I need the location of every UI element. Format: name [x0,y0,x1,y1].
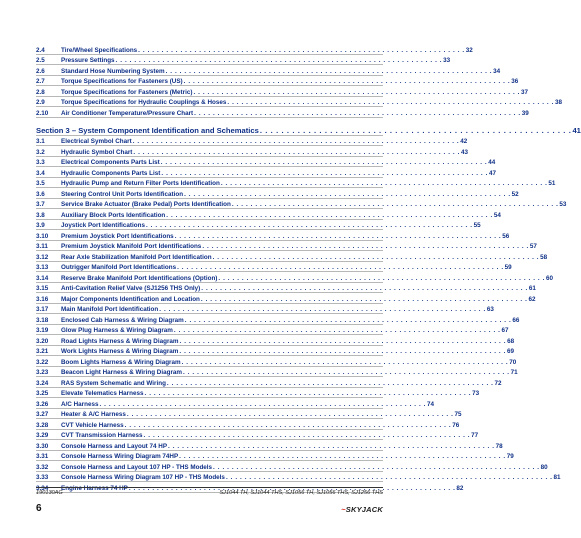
toc-entry-number: 3.20 [36,337,49,345]
leader-dots: . . . . . . . . . . . . . . . . . . . . . . . . . . . . . . . . . . . . . . . . . . . . . . . . . . . . . . . . . . . . . . . . . . . . . . [143,432,471,439]
toc-entry[interactable] [36,178,556,189]
toc-entry-page: 60 [545,274,553,282]
leader-dots: . . . . . . . . . . . . . . . . . . . . . . . . . . . . . . . . . . . . . . . . . . . . . . . . . . . . . . . . . . . . . . . . . . . . . . [173,327,501,334]
toc-entry[interactable] [36,230,510,241]
toc-entry-page: 79 [506,453,514,460]
leader-dots: . . . . . . . . . . . . . . . . . . . . . . . . . . . . . . . . . . . . . . . . . . . . . . . . . . . . . . . . . . . . . . . . . . . . . . [218,274,545,282]
toc-entry-number: 3.21 [36,348,49,355]
toc-entry-number: 3.34 [36,484,49,492]
toc-entry-number: 3.31 [36,453,49,460]
toc-entry-title: Elevate Telematics Harness [61,390,144,397]
toc-entry[interactable] [36,461,548,472]
toc-entry-page: 43 [460,148,468,156]
toc-entry[interactable] [36,107,529,118]
toc-entry-title: Glow Plug Harness & Wiring Diagram [61,327,173,334]
toc-entry-number: 2.7 [36,78,45,85]
toc-entry-title: Standard Hose Numbering System [61,67,165,75]
toc-entry-number: 2.4 [36,46,45,54]
leader-dots: . . . . . . . . . . . . . . . . . . . . . . . . . . . . . . . . . . . . . . . . . . . . . . . . . . . . . . . . . . . . . . . . . . . . . . [166,211,493,219]
toc-entry[interactable] [36,304,494,315]
toc-entry-title: Tire/Wheel Specifications [61,46,138,54]
toc-entry-number: 3.7 [36,201,45,208]
toc-entry-title: Torque Specifications for Hydraulic Couplings & Hoses [61,99,227,106]
toc-entry-number: 2.10 [36,109,49,117]
toc-entry-number: 3.27 [36,411,49,418]
toc-entry[interactable] [36,44,473,55]
toc-entry[interactable] [36,325,509,336]
toc-entry[interactable] [36,76,519,87]
toc-entry-page: 61 [528,285,536,292]
leader-dots: . . . . . . . . . . . . . . . . . . . . . . . . . . . . . . . . . . . . . . . . . . . . . . . . . . . . . . . . . . . . . . . . . . . . . . [184,190,511,198]
leader-dots: . . . . . . . . . . . . . . . . . . . . . . . . . . . . . . . . . . . . . . . . . . . . . . . . . . . . . . . . . . . . . . . . . . . . . . [99,400,427,408]
toc-entry[interactable] [36,440,503,451]
toc-entry-title: Work Lights Harness & Wiring Diagram [61,348,179,355]
toc-entry-page: 57 [529,243,537,250]
toc-group-section-3 [36,136,567,493]
toc-entry-number: 3.2 [36,148,45,156]
toc-entry-title: Road Lights Harness & Wiring Diagram [61,337,179,345]
toc-group-section-2 [36,44,562,118]
toc-entry[interactable] [36,367,518,378]
leader-dots: . . . . . . . . . . . . . . . . . . . . . . . . . . . . . . . . . . . . . . . . . . . . . . . . . . . . . . . . . . . . . . . . . . . . . . [200,295,528,303]
toc-entry-page: 52 [511,190,519,198]
leader-dots: . . . . . . . . . . . . . . . . . . . . . . . . . . . . . . . . . . . . . . . . . . . . . . . . . . . . . . . . . . . . . . . . . . . . . . [124,421,452,429]
toc-entry-number: 3.29 [36,432,49,439]
toc-entry-number: 3.22 [36,358,49,366]
toc-entry-title: Heater & A/C Harness [61,411,126,418]
toc-entry-page: 34 [493,67,501,75]
toc-entry-page: 44 [488,159,496,166]
toc-entry-title: Auxiliary Block Ports Identification [61,211,166,219]
section-heading-title: Section 3 – System Component Identification and Schematics [36,125,259,135]
toc-entry-title: CVT Vehicle Harness [61,421,124,429]
toc-entry-page: 67 [501,327,509,334]
toc-entry-page: 74 [427,400,435,408]
footer-divider [36,487,383,488]
leader-dots: . . . . . . . . . . . . . . . . . . . . . . . . . . . . . . . . . . . . . . . . . . . . . . . . . . . . . . . . . . . . . . . . . . . . . . [212,253,540,261]
page-number: 6 [36,503,42,514]
toc-entry-title: Major Components Identification and Location [61,295,200,303]
toc-entry[interactable] [36,472,561,483]
toc-entry[interactable] [36,146,468,157]
leader-dots: . . . . . . . . . . . . . . . . . . . . . . . . . . . . . . . . . . . . . . . . . . . . . . . . . . . . . . . . . . . . . . . . . . . . . . [220,180,548,187]
toc-entry[interactable] [36,283,536,294]
leader-dots: . . . . . . . . . . . . . . . . . . . . . . . . . . . . . . . . . . . . . . . . . . . . . . . . . . . . . . . . . . . . . . . . . . . . . . [144,390,472,397]
leader-dots: . . . . . . . . . . . . . . . . . . . . . . . . . . . . . . . . . . . . . . . . . . . . . . . . . . . . . . . . . . . . . . . . . . . . . . [179,337,507,345]
toc-entry-number: 3.13 [36,264,49,271]
toc-entry[interactable] [36,97,562,108]
leader-dots: . . . . . . . . . . . . . . . . . . . . . . . . . . . . . . . . . . . . . . . . . . . . . . . . . . . . . . . . . . [259,125,572,135]
toc-entry-number: 3.32 [36,463,49,471]
leader-dots: . . . . . . . . . . . . . . . . . . . . . . . . . . . . . . . . . . . . . . . . . . . . . . . . . . . . . . . . . . . . . . . . . . . . . . [193,88,521,96]
toc-entry-page: 51 [548,180,556,187]
toc-entry-title: Joystick Port Identifications [61,222,145,229]
leader-dots: . . . . . . . . . . . . . . . . . . . . . . . . . . . . . . . . . . . . . . . . . . . . . . . . . . . . . . . . . . . . . . . . . . . . . . [168,442,495,450]
toc-entry[interactable] [36,335,515,346]
toc-entry-title: Console Harness and Layout 74 HP [61,442,168,450]
leader-dots: . . . . . . . . . . . . . . . . . . . . . . . . . . . . . . . . . . . . . . . . . . . . . . . . . . . . . . . . . . . . . . . . . . . . . . [179,453,506,460]
toc-entry-page: 75 [454,411,462,418]
toc-entry[interactable] [36,86,529,97]
toc-entry-title: Outrigger Manifold Port Identifications [61,264,177,271]
toc-entry[interactable] [36,55,451,66]
toc-entry-title: Torque Specifications for Fasteners (US) [61,78,183,85]
toc-entry-page: 39 [521,109,529,117]
leader-dots: . . . . . . . . . . . . . . . . . . . . . . . . . . . . . . . . . . . . . . . . . . . . . . . . . . . . . . . . . . . . . . . . . . . . . . [183,369,510,376]
toc-entry-page: 58 [540,253,548,261]
brand-logo [341,505,383,514]
footer-doc-code: 190130AG [36,490,63,496]
toc-entry-page: 68 [507,337,515,345]
leader-dots: . . . . . . . . . . . . . . . . . . . . . . . . . . . . . . . . . . . . . . . . . . . . . . . . . . . . . . . . . . . . . . . . . . . . . . [132,138,460,145]
toc-entry-title: Hydraulic Symbol Chart [61,148,133,156]
leader-dots: . . . . . . . . . . . . . . . . . . . . . . . . . . . . . . . . . . . . . . . . . . . . . . . . . . . . . . . . . . . . . . . . . . . . . . [133,148,460,156]
leader-dots: . . . . . . . . . . . . . . . . . . . . . . . . . . . . . . . . . . . . . . . . . . . . . . . . . . . . . . . . . . . . . . . . . . . . . . [231,201,559,208]
toc-entry[interactable] [36,398,435,409]
toc-entry-number: 3.26 [36,400,49,408]
toc-entry-title: Electrical Components Parts List [61,159,160,166]
toc-entry[interactable] [36,241,537,252]
leader-dots: . . . . . . . . . . . . . . . . . . . . . . . . . . . . . . . . . . . . . . . . . . . . . . . . . . . . . . . . . . . . . . . . . . . . . . [160,159,488,166]
toc-entry-number: 3.17 [36,306,49,313]
leader-dots: . . . . . . . . . . . . . . . . . . . . . . . . . . . . . . . . . . . . . . . . . . . . . . . . . . . . . . . . . . . . . . . . . . . . . . [194,109,521,117]
toc-entry[interactable] [36,388,480,399]
toc-entry-number: 3.9 [36,222,45,229]
toc-entry[interactable] [36,314,520,325]
toc-entry-title: A/C Harness [61,400,99,408]
leader-dots: . . . . . . . . . . . . . . . . . . . . . . . . . . . . . . . . . . . . . . . . . . . . . . . . . . . . . . . . . . . . . . . . . . . . . . [184,316,512,324]
toc-entry-page: 76 [452,421,460,429]
toc-entry-page: 70 [509,358,517,366]
toc-entry-page: 42 [460,138,468,145]
toc-entry-number: 3.28 [36,421,49,429]
section-heading-page: 41 [572,125,581,135]
toc-entry-title: RAS System Schematic and Wiring [61,379,166,387]
toc-entry-number: 3.8 [36,211,45,219]
toc-entry-title: Reserve Brake Manifold Port Identifications (Option) [61,274,218,282]
leader-dots: . . . . . . . . . . . . . . . . . . . . . . . . . . . . . . . . . . . . . . . . . . . . . . . . . . . . . . . . . . . . . . . . . . . . . . [161,169,488,177]
toc-entry-title: Beacon Light Harness & Wiring Diagram [61,369,183,376]
toc-entry-title: Engine Harness 74 HP [61,484,128,492]
leader-dots: . . . . . . . . . . . . . . . . . . . . . . . . . . . . . . . . . . . . . . . . . . . . . . . . . . . . . . . . . . . . . . . . . . . . . . [202,243,529,250]
toc-entry-number: 3.18 [36,316,49,324]
toc-entry-number: 3.6 [36,190,45,198]
leader-dots: . . . . . . . . . . . . . . . . . . . . . . . . . . . . . . . . . . . . . . . . . . . . . . . . . . . . . . . . . . . . . . . . . . . . . . [225,474,553,481]
toc-entry-title: Electrical Symbol Chart [61,138,132,145]
toc-entry-page: 33 [443,57,451,64]
toc-entry[interactable] [36,251,548,262]
toc-entry-title: Premium Joystick Port Identifications [61,232,174,240]
toc-entry[interactable] [36,409,462,420]
leader-dots: . . . . . . . . . . . . . . . . . . . . . . . . . . . . . . . . . . . . . . . . . . . . . . . . . . . . . . . . . . . . . . . . . . . . . . [115,57,443,64]
toc-entry[interactable] [36,262,512,273]
toc-entry-number: 3.23 [36,369,49,376]
toc-entry-number: 3.1 [36,138,45,145]
toc-entry[interactable] [36,293,536,304]
toc-entry-number: 3.30 [36,442,49,450]
toc-entry-page: 77 [471,432,479,439]
leader-dots: . . . . . . . . . . . . . . . . . . . . . . . . . . . . . . . . . . . . . . . . . . . . . . . . . . . . . . . . . . . . . . . . . . . . . . [181,358,509,366]
toc-entry-title: Premium Joystick Manifold Port Identifications [61,243,202,250]
toc-entry-title: Air Conditioner Temperature/Pressure Chart [61,109,194,117]
toc-entry[interactable] [36,65,501,76]
toc-entry-number: 2.6 [36,67,45,75]
toc-entry-number: 3.4 [36,169,45,177]
toc-entry-number: 3.3 [36,159,45,166]
toc-entry-page: 66 [512,316,520,324]
toc-entry-number: 3.12 [36,253,49,261]
toc-entry-page: 36 [511,78,519,85]
toc-entry[interactable] [36,209,501,220]
toc-entry[interactable] [36,377,502,388]
toc-entry-title: Rear Axle Stabilization Manifold Port Identification [61,253,212,261]
toc-entry-page: 72 [494,379,502,387]
toc-entry-title: Console Harness Wiring Diagram 74HP [61,453,179,460]
toc-entry-title: Console Harness Wiring Diagram 107 HP - THS Models [61,474,225,481]
toc-entry-page: 73 [472,390,480,397]
toc-entry-number: 3.25 [36,390,49,397]
toc-entry-page: 80 [540,463,548,471]
toc-entry-title: Hydraulic Components Parts List [61,169,161,177]
toc-entry-number: 3.14 [36,274,49,282]
leader-dots: . . . . . . . . . . . . . . . . . . . . . . . . . . . . . . . . . . . . . . . . . . . . . . . . . . . . . . . . . . . . . . . . . . . . . . [177,264,504,271]
toc-entry-page: 63 [486,306,494,313]
toc-entry-title: Main Manifold Port Identification [61,306,159,313]
toc-entry-page: 55 [473,222,481,229]
toc-entry-title: Enclosed Cab Harness & Wiring Diagram [61,316,184,324]
toc-entry[interactable] [36,272,553,283]
leader-dots: . . . . . . . . . . . . . . . . . . . . . . . . . . . . . . . . . . . . . . . . . . . . . . . . . . . . . . . . . . . . . . . . . . . . . . [126,411,454,418]
toc-entry-title: Steering Control Unit Ports Identification [61,190,184,198]
toc-entry-number: 3.15 [36,285,49,292]
toc-entry-number: 3.24 [36,379,49,387]
toc-entry-number: 3.5 [36,180,45,187]
logo-swoosh-icon: ~ [341,505,346,514]
toc-entry-title: Service Brake Actuator (Brake Pedal) Ports Identification [61,201,231,208]
toc-entry-title: CVT Transmission Harness [61,432,143,439]
toc-entry-page: 81 [553,474,561,481]
toc-entry-number: 2.9 [36,99,45,106]
toc-entry-number: 2.8 [36,88,45,96]
toc-entry[interactable] [36,157,496,168]
leader-dots: . . . . . . . . . . . . . . . . . . . . . . . . . . . . . . . . . . . . . . . . . . . . . . . . . . . . . . . . . . . . . . . . . . . . . . [159,306,486,313]
toc-entry[interactable] [36,136,468,147]
toc-entry-page: 82 [456,484,464,492]
toc-entry-page: 37 [521,88,529,96]
table-of-contents [36,44,581,493]
toc-entry-page: 54 [493,211,501,219]
toc-entry-title: Anti-Cavitation Relief Valve (SJ1256 THS Only) [61,285,201,292]
toc-entry-page: 71 [510,369,518,376]
toc-entry[interactable] [36,356,517,367]
logo-text: SKYJACK [345,505,383,514]
toc-entry-number: 3.33 [36,474,49,481]
leader-dots: . . . . . . . . . . . . . . . . . . . . . . . . . . . . . . . . . . . . . . . . . . . . . . . . . . . . . . . . . . . . . . . . . . . . . . [227,99,554,106]
toc-entry[interactable] [36,167,496,178]
leader-dots: . . . . . . . . . . . . . . . . . . . . . . . . . . . . . . . . . . . . . . . . . . . . . . . . . . . . . . . . . . . . . . . . . . . . . . [174,232,502,240]
toc-entry-number: 3.10 [36,232,49,240]
toc-entry-page: 62 [528,295,536,303]
toc-entry[interactable] [36,199,567,210]
toc-entry-number: 2.5 [36,57,45,64]
leader-dots: . . . . . . . . . . . . . . . . . . . . . . . . . . . . . . . . . . . . . . . . . . . . . . . . . . . . . . . . . . . . . . . . . . . . . . [201,285,528,292]
toc-entry-title: Console Harness and Layout 107 HP - THS Models [61,463,213,471]
leader-dots: . . . . . . . . . . . . . . . . . . . . . . . . . . . . . . . . . . . . . . . . . . . . . . . . . . . . . . . . . . . . . . . . . . . . . . [183,78,511,85]
toc-entry-page: 32 [465,46,473,54]
leader-dots: . . . . . . . . . . . . . . . . . . . . . . . . . . . . . . . . . . . . . . . . . . . . . . . . . . . . . . . . . . . . . . . . . . . . . . [165,67,493,75]
toc-entry[interactable] [36,451,514,462]
leader-dots: . . . . . . . . . . . . . . . . . . . . . . . . . . . . . . . . . . . . . . . . . . . . . . . . . . . . . . . . . . . . . . . . . . . . . . [145,222,473,229]
toc-entry-title: Pressure Settings [61,57,115,64]
toc-entry[interactable] [36,188,519,199]
toc-entry-title: Hydraulic Pump and Return Filter Ports Identification [61,180,220,187]
toc-entry-number: 3.19 [36,327,49,334]
toc-entry-page: 38 [554,99,562,106]
leader-dots: . . . . . . . . . . . . . . . . . . . . . . . . . . . . . . . . . . . . . . . . . . . . . . . . . . . . . . . . . . . . . . . . . . . . . . [138,46,465,54]
toc-entry-page: 53 [559,201,567,208]
toc-entry-page: 59 [504,264,512,271]
toc-entry-page: 69 [506,348,514,355]
toc-entry-number: 3.11 [36,243,48,250]
toc-entry[interactable] [36,346,514,357]
leader-dots: . . . . . . . . . . . . . . . . . . . . . . . . . . . . . . . . . . . . . . . . . . . . . . . . . . . . . . . . . . . . . . . . . . . . . . [213,463,540,471]
toc-entry-page: 47 [488,169,496,177]
toc-entry[interactable] [36,419,460,430]
leader-dots: . . . . . . . . . . . . . . . . . . . . . . . . . . . . . . . . . . . . . . . . . . . . . . . . . . . . . . . . . . . . . . . . . . . . . . [179,348,506,355]
section-heading-row[interactable] [36,120,581,136]
toc-entry-number: 3.16 [36,295,49,303]
footer-models: SJ1044 TH, SJ1044 THS, SJ1056 TH, SJ1056 THS, SJ1256 THS [219,490,383,496]
toc-entry-title: Torque Specifications for Fasteners (Metric) [61,88,193,96]
toc-entry[interactable] [36,430,479,441]
toc-entry-title: Boom Lights Harness & Wiring Diagram [61,358,181,366]
toc-entry[interactable] [36,220,481,231]
toc-entry-page: 56 [502,232,510,240]
leader-dots: . . . . . . . . . . . . . . . . . . . . . . . . . . . . . . . . . . . . . . . . . . . . . . . . . . . . . . . . . . . . . . . . . . . . . . [128,484,456,492]
leader-dots: . . . . . . . . . . . . . . . . . . . . . . . . . . . . . . . . . . . . . . . . . . . . . . . . . . . . . . . . . . . . . . . . . . . . . . [166,379,494,387]
toc-entry-page: 78 [495,442,503,450]
